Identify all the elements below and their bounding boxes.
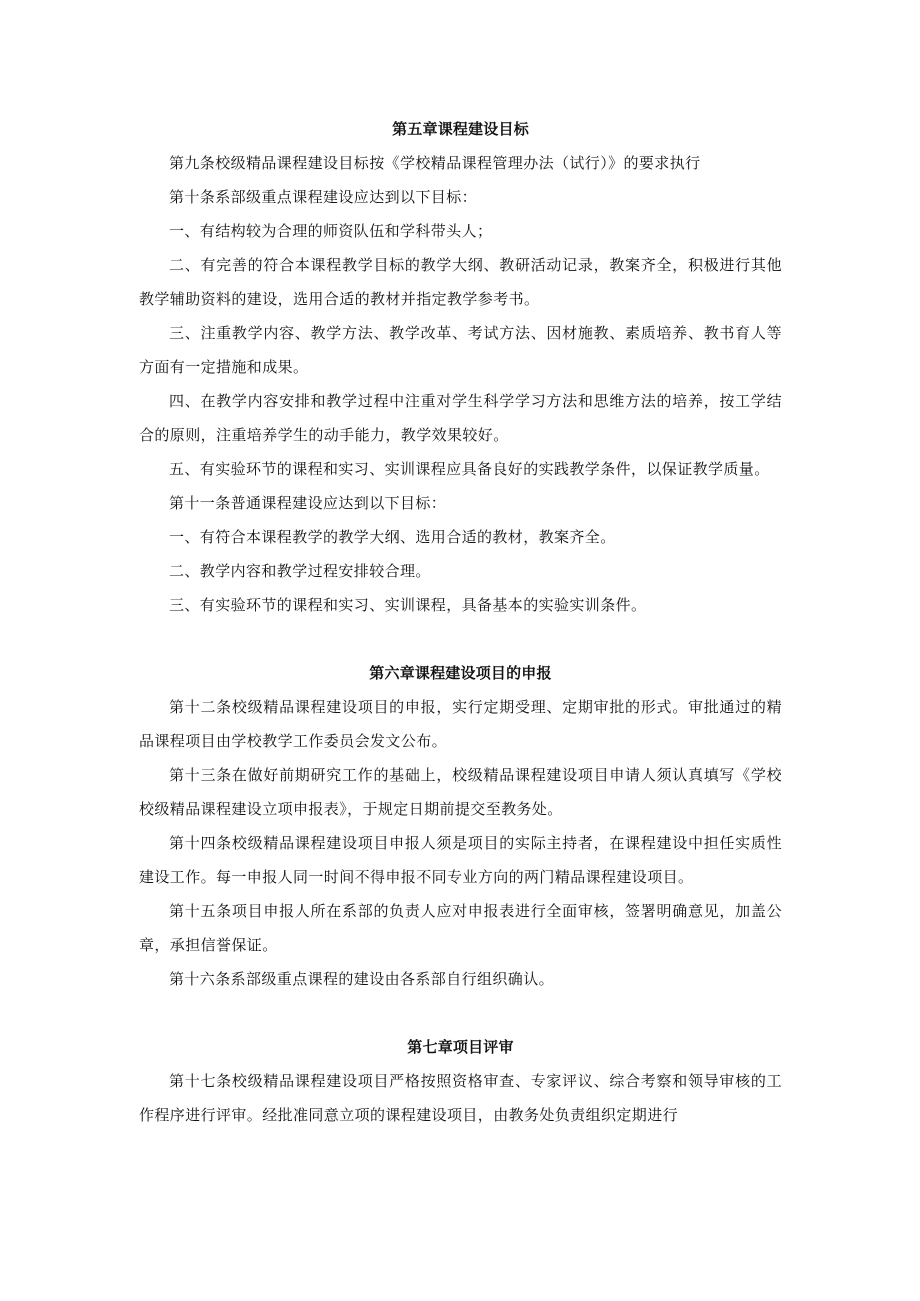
chapter-title: 第六章课程建设项目的申报 bbox=[369, 664, 552, 682]
paragraph: 第十条系部级重点课程建设应达到以下目标： bbox=[169, 188, 478, 206]
chapter-6 bbox=[139, 656, 782, 996]
paragraph: 五、有实验环节的课程和实习、实训课程应具备良好的实践教学条件，以保证教学质量。 bbox=[169, 460, 770, 478]
chapter-5 bbox=[139, 112, 782, 622]
section-spacer bbox=[139, 622, 782, 656]
paragraph: 三、有实验环节的课程和实习、实训课程，具备基本的实验实训条件。 bbox=[169, 596, 647, 614]
chapter-7 bbox=[139, 1030, 782, 1132]
section-spacer bbox=[139, 996, 782, 1030]
paragraph: 一、有符合本课程教学的教学大纲、选用合适的教材，教案齐全。 bbox=[169, 528, 616, 546]
paragraph: 第十四条校级精品课程建设项目申报人须是项目的实际主持者，在课程建设中担任实质性建设工作。每一申报人同一时间不得申报不同专业方向的两门精品课程建设项目。 bbox=[139, 834, 782, 886]
document-page bbox=[139, 112, 782, 1132]
paragraph: 第十一条普通课程建设应达到以下目标： bbox=[169, 494, 447, 512]
paragraph: 第十二条校级精品课程建设项目的申报，实行定期受理、定期审批的形式。审批通过的精品课程项目由学校教学工作委员会发文公布。 bbox=[139, 698, 782, 750]
paragraph: 第十三条在做好前期研究工作的基础上，校级精品课程建设项目申请人须认真填写《学校校级精品课程建设立项申报表》，于规定日期前提交至教务处。 bbox=[139, 766, 782, 818]
chapter-title: 第五章课程建设目标 bbox=[392, 120, 529, 138]
chapter-title: 第七章项目评审 bbox=[407, 1038, 514, 1056]
paragraph: 第九条校级精品课程建设目标按《学校精品课程管理办法（试行）》的要求执行 bbox=[169, 154, 701, 172]
paragraph: 二、教学内容和教学过程安排较合理。 bbox=[169, 562, 431, 580]
paragraph: 三、注重教学内容、教学方法、教学改革、考试方法、因材施教、素质培养、教书育人等方面有一定措施和成果。 bbox=[139, 324, 782, 376]
paragraph: 第十七条校级精品课程建设项目严格按照资格审查、专家评议、综合考察和领导审核的工作程序进行评审。经批准同意立项的课程建设项目，由教务处负责组织定期进行 bbox=[139, 1072, 782, 1124]
paragraph: 一、有结构较为合理的师资队伍和学科带头人； bbox=[169, 222, 493, 240]
paragraph: 二、有完善的符合本课程教学目标的教学大纲、教研活动记录，教案齐全，积极进行其他教学辅助资料的建设，选用合适的教材并指定教学参考书。 bbox=[139, 256, 782, 308]
paragraph: 四、在教学内容安排和教学过程中注重对学生科学学习方法和思维方法的培养，按工学结合的原则，注重培养学生的动手能力，教学效果较好。 bbox=[139, 392, 782, 444]
paragraph: 第十六条系部级重点课程的建设由各系部自行组织确认。 bbox=[169, 970, 555, 988]
paragraph: 第十五条项目申报人所在系部的负责人应对申报表进行全面审核，签署明确意见，加盖公章，承担信誉保证。 bbox=[139, 902, 782, 954]
